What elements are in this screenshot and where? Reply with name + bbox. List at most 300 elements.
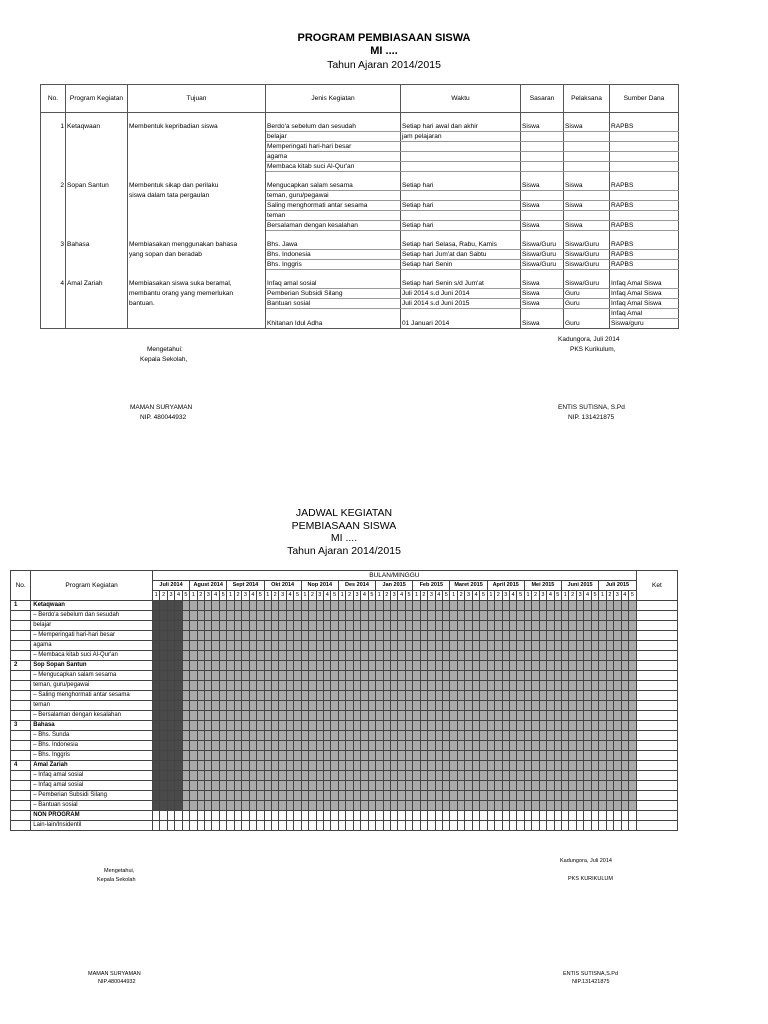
schedule-cell bbox=[294, 691, 301, 701]
schedule-cell bbox=[495, 721, 502, 731]
schedule-cell bbox=[249, 791, 256, 801]
schedule-cell bbox=[331, 821, 338, 831]
schedule-cell bbox=[294, 651, 301, 661]
schedule-cell bbox=[487, 681, 494, 691]
header-week: 1 bbox=[487, 591, 494, 601]
schedule-cell bbox=[591, 611, 598, 621]
schedule-cell bbox=[353, 731, 360, 741]
schedule-cell bbox=[160, 821, 167, 831]
cell-waktu: jam pelajaran bbox=[401, 132, 521, 142]
schedule-cell bbox=[539, 771, 546, 781]
schedule-cell bbox=[197, 731, 204, 741]
schedule-cell bbox=[524, 641, 531, 651]
schedule-cell bbox=[249, 641, 256, 651]
schedule-cell bbox=[435, 641, 442, 651]
schedule-cell bbox=[227, 781, 234, 791]
schedule-cell bbox=[584, 721, 591, 731]
schedule-cell bbox=[606, 821, 613, 831]
schedule-cell bbox=[599, 781, 606, 791]
cell-no bbox=[41, 142, 66, 152]
cell-sasaran: Siswa/Guru bbox=[521, 250, 564, 260]
schedule-cell bbox=[227, 761, 234, 771]
schedule-cell bbox=[428, 651, 435, 661]
cell-jenis bbox=[266, 270, 401, 280]
cell-pelaksana bbox=[564, 142, 610, 152]
schedule-cell bbox=[182, 681, 189, 691]
cell-ket bbox=[636, 601, 677, 611]
cell-program: – Infaq amal sosial bbox=[31, 781, 153, 791]
schedule-cell bbox=[338, 821, 345, 831]
schedule-cell bbox=[628, 781, 636, 791]
schedule-cell bbox=[197, 801, 204, 811]
schedule-cell bbox=[368, 751, 375, 761]
schedule-cell bbox=[413, 681, 420, 691]
schedule-cell bbox=[450, 761, 457, 771]
schedule-cell bbox=[324, 751, 331, 761]
schedule-cell bbox=[502, 821, 509, 831]
cell-ket bbox=[636, 691, 677, 701]
schedule-cell bbox=[167, 781, 174, 791]
schedule-cell bbox=[383, 671, 390, 681]
schedule-cell bbox=[205, 681, 212, 691]
cell-sumber-dana bbox=[610, 231, 679, 241]
schedule-cell bbox=[309, 711, 316, 721]
schedule-cell bbox=[234, 711, 241, 721]
schedule-cell bbox=[554, 701, 561, 711]
schedule-cell bbox=[219, 701, 226, 711]
schedule-cell bbox=[487, 621, 494, 631]
schedule-cell bbox=[524, 661, 531, 671]
schedule-cell bbox=[182, 651, 189, 661]
schedule-cell bbox=[338, 621, 345, 631]
schedule-cell bbox=[160, 611, 167, 621]
schedule-cell bbox=[502, 611, 509, 621]
schedule-cell bbox=[264, 641, 271, 651]
schedule-cell bbox=[405, 761, 412, 771]
schedule-cell bbox=[264, 761, 271, 771]
schedule-cell bbox=[234, 801, 241, 811]
schedule-cell bbox=[279, 771, 286, 781]
schedule-cell bbox=[420, 751, 427, 761]
schedule-cell bbox=[428, 821, 435, 831]
schedule-cell bbox=[271, 751, 278, 761]
schedule-cell bbox=[197, 721, 204, 731]
schedule-cell bbox=[450, 621, 457, 631]
schedule-cell bbox=[383, 731, 390, 741]
schedule-cell bbox=[599, 701, 606, 711]
cell-program: Amal Zariah bbox=[31, 761, 153, 771]
schedule-cell bbox=[190, 611, 197, 621]
schedule-cell bbox=[249, 681, 256, 691]
schedule-cell bbox=[190, 641, 197, 651]
schedule-cell bbox=[338, 771, 345, 781]
schedule-cell bbox=[472, 821, 479, 831]
schedule-cell bbox=[197, 691, 204, 701]
schedule-cell bbox=[234, 761, 241, 771]
cell-pelaksana: Siswa/Guru bbox=[564, 279, 610, 289]
schedule-cell bbox=[309, 741, 316, 751]
schedule-cell bbox=[361, 661, 368, 671]
header-week: 2 bbox=[346, 591, 353, 601]
schedule-cell bbox=[457, 711, 464, 721]
cell-program bbox=[66, 172, 128, 182]
schedule-cell bbox=[219, 601, 226, 611]
schedule-cell bbox=[509, 761, 516, 771]
schedule-cell bbox=[249, 761, 256, 771]
schedule-cell bbox=[569, 721, 576, 731]
schedule-cell bbox=[495, 731, 502, 741]
schedule-cell bbox=[294, 821, 301, 831]
schedule-cell bbox=[316, 611, 323, 621]
schedule-cell bbox=[532, 731, 539, 741]
schedule-cell bbox=[532, 811, 539, 821]
schedule-cell bbox=[361, 701, 368, 711]
schedule-cell bbox=[227, 811, 234, 821]
cell-sumber-dana: RAPBS bbox=[610, 221, 679, 231]
schedule-cell bbox=[532, 741, 539, 751]
schedule-cell bbox=[294, 741, 301, 751]
schedule-cell bbox=[614, 641, 621, 651]
header-week: 1 bbox=[152, 591, 159, 601]
schedule-row bbox=[11, 761, 678, 771]
schedule-cell bbox=[383, 651, 390, 661]
cell-no bbox=[11, 641, 31, 651]
schedule-cell bbox=[242, 711, 249, 721]
schedule-cell bbox=[465, 731, 472, 741]
schedule-cell bbox=[324, 731, 331, 741]
schedule-cell bbox=[279, 751, 286, 761]
schedule-cell bbox=[420, 791, 427, 801]
schedule-cell bbox=[383, 631, 390, 641]
schedule-cell bbox=[227, 691, 234, 701]
cell-program bbox=[66, 113, 128, 123]
schedule-cell bbox=[443, 761, 450, 771]
schedule-cell bbox=[338, 701, 345, 711]
schedule-cell bbox=[353, 811, 360, 821]
schedule-cell bbox=[562, 791, 569, 801]
schedule-cell bbox=[628, 701, 636, 711]
cell-jenis: Bantuan sosial bbox=[266, 299, 401, 309]
schedule-cell bbox=[316, 691, 323, 701]
schedule-cell bbox=[160, 601, 167, 611]
schedule-cell bbox=[316, 651, 323, 661]
schedule-cell bbox=[331, 611, 338, 621]
schedule-cell bbox=[450, 791, 457, 801]
schedule-cell bbox=[294, 701, 301, 711]
schedule-cell bbox=[539, 701, 546, 711]
schedule-cell bbox=[390, 691, 397, 701]
schedule-cell bbox=[271, 821, 278, 831]
cell-sumber-dana bbox=[610, 191, 679, 201]
schedule-cell bbox=[502, 711, 509, 721]
schedule-cell bbox=[487, 821, 494, 831]
schedule-cell bbox=[465, 791, 472, 801]
cell-pelaksana: Siswa/Guru bbox=[564, 260, 610, 270]
schedule-cell bbox=[197, 601, 204, 611]
schedule-cell bbox=[271, 601, 278, 611]
schedule-cell bbox=[331, 811, 338, 821]
schedule-cell bbox=[554, 811, 561, 821]
schedule-cell bbox=[405, 681, 412, 691]
schedule-cell bbox=[614, 781, 621, 791]
schedule-cell bbox=[465, 711, 472, 721]
cell-waktu: Setiap hari Selasa, Rabu, Kamis bbox=[401, 240, 521, 250]
schedule-cell bbox=[309, 771, 316, 781]
cell-pelaksana bbox=[564, 152, 610, 162]
schedule-cell bbox=[324, 611, 331, 621]
schedule-cell bbox=[472, 631, 479, 641]
schedule-cell bbox=[316, 761, 323, 771]
cell-sumber-dana: Infaq Amal Siswa bbox=[610, 299, 679, 309]
schedule-cell bbox=[160, 711, 167, 721]
cell-jenis: Bersalaman dengan kesalahan bbox=[266, 221, 401, 231]
schedule-cell bbox=[301, 761, 308, 771]
cell-no bbox=[11, 671, 31, 681]
header-week: 2 bbox=[383, 591, 390, 601]
schedule-cell bbox=[480, 621, 487, 631]
schedule-cell bbox=[190, 721, 197, 731]
schedule-cell bbox=[509, 751, 516, 761]
schedule-cell bbox=[286, 721, 293, 731]
schedule-row bbox=[11, 691, 678, 701]
schedule-cell bbox=[480, 601, 487, 611]
schedule-cell bbox=[294, 661, 301, 671]
doc1-place-date: Kadungora, Juli 2014 bbox=[558, 336, 620, 343]
schedule-cell bbox=[562, 811, 569, 821]
schedule-cell bbox=[368, 821, 375, 831]
schedule-cell bbox=[457, 721, 464, 731]
schedule-cell bbox=[167, 761, 174, 771]
schedule-cell bbox=[219, 621, 226, 631]
schedule-cell bbox=[152, 671, 159, 681]
schedule-cell bbox=[435, 761, 442, 771]
schedule-row bbox=[11, 821, 678, 831]
schedule-cell bbox=[472, 611, 479, 621]
schedule-cell bbox=[182, 711, 189, 721]
schedule-cell bbox=[554, 711, 561, 721]
cell-jenis bbox=[266, 172, 401, 182]
schedule-cell bbox=[294, 711, 301, 721]
doc2-place-date: Kadungora, Juli 2014 bbox=[560, 858, 612, 864]
schedule-cell bbox=[413, 791, 420, 801]
schedule-cell bbox=[606, 741, 613, 751]
doc2-title2: PEMBIASAAN SISWA bbox=[291, 520, 397, 532]
schedule-cell bbox=[376, 711, 383, 721]
schedule-cell bbox=[309, 651, 316, 661]
schedule-cell bbox=[346, 601, 353, 611]
schedule-cell bbox=[331, 711, 338, 721]
header-week: 4 bbox=[547, 591, 554, 601]
cell-no bbox=[11, 811, 31, 821]
schedule-cell bbox=[428, 601, 435, 611]
header-no: No. bbox=[41, 85, 66, 113]
cell-sumber-dana bbox=[610, 132, 679, 142]
schedule-cell bbox=[547, 731, 554, 741]
schedule-cell bbox=[257, 801, 264, 811]
schedule-row bbox=[11, 741, 678, 751]
schedule-cell bbox=[324, 721, 331, 731]
schedule-cell bbox=[562, 821, 569, 831]
schedule-cell bbox=[353, 751, 360, 761]
schedule-cell bbox=[227, 611, 234, 621]
cell-no: 1 bbox=[11, 601, 31, 611]
schedule-cell bbox=[383, 701, 390, 711]
cell-sumber-dana: RAPBS bbox=[610, 250, 679, 260]
schedule-cell bbox=[487, 671, 494, 681]
cell-tujuan bbox=[128, 221, 266, 231]
schedule-cell bbox=[562, 681, 569, 691]
schedule-cell bbox=[257, 711, 264, 721]
cell-sasaran: Siswa bbox=[521, 122, 564, 132]
schedule-cell bbox=[584, 661, 591, 671]
schedule-cell bbox=[353, 791, 360, 801]
schedule-cell bbox=[227, 711, 234, 721]
schedule-cell bbox=[264, 631, 271, 641]
schedule-cell bbox=[398, 751, 405, 761]
schedule-cell bbox=[398, 811, 405, 821]
cell-no bbox=[11, 611, 31, 621]
schedule-cell bbox=[465, 641, 472, 651]
schedule-cell bbox=[294, 641, 301, 651]
header-sumber-dana: Sumber Dana bbox=[610, 85, 679, 113]
schedule-cell bbox=[175, 681, 182, 691]
schedule-cell bbox=[197, 701, 204, 711]
schedule-cell bbox=[554, 791, 561, 801]
schedule-cell bbox=[606, 721, 613, 731]
schedule-cell bbox=[562, 631, 569, 641]
schedule-cell bbox=[361, 721, 368, 731]
cell-tujuan bbox=[128, 260, 266, 270]
schedule-cell bbox=[554, 621, 561, 631]
schedule-cell bbox=[324, 811, 331, 821]
schedule-cell bbox=[152, 751, 159, 761]
schedule-cell bbox=[532, 771, 539, 781]
schedule-cell bbox=[353, 651, 360, 661]
schedule-cell bbox=[532, 751, 539, 761]
cell-sasaran bbox=[521, 309, 564, 319]
schedule-cell bbox=[219, 761, 226, 771]
cell-no bbox=[41, 201, 66, 211]
cell-ket bbox=[636, 711, 677, 721]
schedule-cell bbox=[205, 721, 212, 731]
header-month: Agust 2014 bbox=[190, 581, 227, 591]
schedule-cell bbox=[487, 791, 494, 801]
schedule-cell bbox=[405, 731, 412, 741]
cell-sumber-dana bbox=[610, 113, 679, 123]
schedule-cell bbox=[569, 761, 576, 771]
schedule-cell bbox=[502, 601, 509, 611]
schedule-cell bbox=[554, 691, 561, 701]
schedule-cell bbox=[234, 791, 241, 801]
schedule-row bbox=[11, 791, 678, 801]
schedule-cell bbox=[443, 801, 450, 811]
header-week: 2 bbox=[569, 591, 576, 601]
schedule-cell bbox=[160, 721, 167, 731]
schedule-cell bbox=[182, 811, 189, 821]
schedule-cell bbox=[539, 811, 546, 821]
schedule-row bbox=[11, 631, 678, 641]
doc1-year: Tahun Ajaran 2014/2015 bbox=[327, 59, 441, 71]
schedule-cell bbox=[286, 701, 293, 711]
doc2-right-role: PKS KURIKULUM bbox=[568, 876, 613, 882]
schedule-cell bbox=[591, 631, 598, 641]
schedule-cell bbox=[576, 741, 583, 751]
schedule-cell bbox=[599, 771, 606, 781]
cell-program: agama bbox=[31, 641, 153, 651]
schedule-cell bbox=[242, 621, 249, 631]
schedule-cell bbox=[539, 821, 546, 831]
schedule-cell bbox=[584, 771, 591, 781]
schedule-cell bbox=[539, 801, 546, 811]
header-pelaksana: Pelaksana bbox=[564, 85, 610, 113]
cell-ket bbox=[636, 651, 677, 661]
schedule-cell bbox=[487, 661, 494, 671]
cell-pelaksana: Siswa bbox=[564, 122, 610, 132]
schedule-cell bbox=[353, 611, 360, 621]
schedule-cell bbox=[167, 711, 174, 721]
schedule-cell bbox=[435, 681, 442, 691]
schedule-cell bbox=[621, 681, 628, 691]
schedule-cell bbox=[212, 781, 219, 791]
schedule-cell bbox=[368, 711, 375, 721]
cell-tujuan: membantu orang yang memerlukan bbox=[128, 289, 266, 299]
schedule-cell bbox=[532, 701, 539, 711]
schedule-cell bbox=[175, 771, 182, 781]
schedule-cell bbox=[413, 601, 420, 611]
schedule-cell bbox=[502, 721, 509, 731]
cell-tujuan bbox=[128, 319, 266, 329]
schedule-cell bbox=[509, 801, 516, 811]
schedule-cell bbox=[517, 731, 524, 741]
schedule-cell bbox=[390, 661, 397, 671]
schedule-cell bbox=[316, 741, 323, 751]
schedule-cell bbox=[227, 741, 234, 751]
schedule-cell bbox=[428, 721, 435, 731]
schedule-cell bbox=[353, 761, 360, 771]
cell-program: Bahasa bbox=[66, 240, 128, 250]
schedule-cell bbox=[405, 741, 412, 751]
schedule-cell bbox=[175, 821, 182, 831]
schedule-cell bbox=[257, 811, 264, 821]
schedule-cell bbox=[487, 781, 494, 791]
schedule-cell bbox=[294, 731, 301, 741]
schedule-cell bbox=[294, 681, 301, 691]
schedule-row bbox=[11, 681, 678, 691]
schedule-cell bbox=[316, 671, 323, 681]
schedule-cell bbox=[197, 821, 204, 831]
schedule-cell bbox=[591, 641, 598, 651]
schedule-cell bbox=[361, 741, 368, 751]
header-week: 3 bbox=[205, 591, 212, 601]
schedule-cell bbox=[368, 651, 375, 661]
schedule-cell bbox=[390, 801, 397, 811]
schedule-cell bbox=[599, 761, 606, 771]
schedule-cell bbox=[197, 621, 204, 631]
schedule-cell bbox=[420, 681, 427, 691]
schedule-cell bbox=[472, 761, 479, 771]
schedule-cell bbox=[338, 801, 345, 811]
schedule-cell bbox=[167, 731, 174, 741]
schedule-cell bbox=[152, 641, 159, 651]
cell-tujuan bbox=[128, 162, 266, 172]
schedule-cell bbox=[167, 801, 174, 811]
schedule-cell bbox=[420, 811, 427, 821]
schedule-cell bbox=[383, 791, 390, 801]
schedule-cell bbox=[152, 821, 159, 831]
schedule-cell bbox=[376, 641, 383, 651]
schedule-cell bbox=[338, 651, 345, 661]
schedule-cell bbox=[249, 781, 256, 791]
